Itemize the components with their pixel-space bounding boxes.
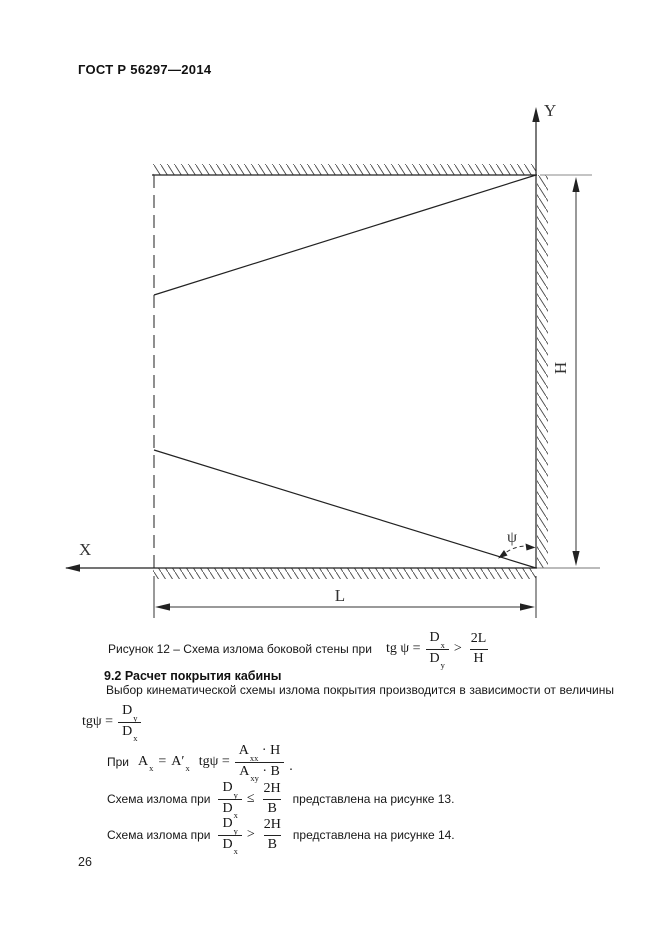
fraction-2h-b [260, 781, 285, 816]
fraction-2l-h [467, 631, 491, 666]
scheme-suffix: представлена на рисунке 13. [292, 792, 455, 806]
fraction-numerator: $D_y$ [222, 815, 238, 836]
right-wall-hatching [537, 175, 548, 568]
pri-formula [198, 742, 293, 784]
top-wall-hatching [153, 164, 536, 175]
scheme-13-line [107, 779, 455, 821]
x-axis-arrow [65, 564, 80, 572]
fraction-denominator: H [470, 649, 488, 667]
a-term: $A_x$ [138, 753, 154, 774]
psi-arrow-right [526, 544, 536, 551]
figure-caption-formula [385, 629, 490, 671]
scheme-suffix: представлена на рисунке 14. [292, 828, 455, 842]
fraction-numerator: 2L [470, 631, 487, 647]
relation-sign: > [246, 827, 255, 842]
fraction-numerator: $D_y$ [122, 702, 138, 723]
fraction-dy-dx [118, 702, 141, 744]
scheme-prefix: Схема излома при [107, 792, 211, 806]
section-paragraph: Выбор кинематической схемы излома покрытия производится в зависимости от величины [106, 683, 614, 697]
formula-pri-line [107, 741, 293, 783]
pri-condition [138, 753, 190, 774]
fold-line-upper [154, 175, 536, 295]
y-axis-arrow [532, 107, 539, 122]
h-dimension-arrow-bottom [572, 551, 579, 566]
fraction-numerator: 2H [263, 781, 281, 797]
figure-caption [108, 627, 490, 671]
formula-lhs: tgψ = [82, 714, 114, 729]
scheme-formula [218, 815, 284, 857]
scheme-14-line [107, 815, 455, 857]
page-number: 26 [78, 855, 92, 869]
fraction-numerator: $A_{xx} \cdot H$ [238, 742, 281, 763]
fraction-denominator: $A_{xy} \cdot B$ [235, 762, 284, 782]
a-prime-term: $A'_x$ [171, 753, 190, 774]
bottom-wall-hatching [153, 568, 536, 579]
formula-tg-psi [82, 701, 141, 743]
psi-angle-label: ψ [507, 529, 518, 546]
fraction-denominator: B [263, 799, 280, 817]
formula-lhs: tgψ = [198, 754, 230, 769]
fraction-numerator: $D_y$ [222, 779, 238, 800]
scheme-formula [218, 779, 284, 821]
fraction-denominator: $D_x$ [118, 722, 141, 742]
y-axis-label: Y [544, 101, 557, 120]
scheme-prefix: Схема излома при [107, 828, 211, 842]
fraction-2h-b [260, 817, 285, 852]
fraction-denominator: $D_x$ [218, 799, 241, 819]
relation-sign: ≤ [246, 791, 255, 806]
equals-sign: = [158, 753, 167, 769]
fraction-numerator: $D_x$ [429, 629, 445, 650]
h-dimension-arrow-top [572, 177, 579, 192]
fraction-numerator: 2H [263, 817, 281, 833]
fraction-denominator: $D_y$ [426, 649, 449, 669]
formula-lhs: tg ψ = [385, 641, 421, 656]
fold-line-lower [154, 450, 536, 568]
x-axis-label: X [79, 540, 92, 559]
fraction-dy-dx [218, 779, 241, 821]
fraction-denominator: $D_x$ [218, 835, 241, 855]
fraction-dx-dy [426, 629, 449, 671]
l-dimension-arrow-left [155, 603, 170, 610]
figure-caption-text: Рисунок 12 – Схема излома боковой стены при [108, 642, 372, 656]
relation-sign: > [453, 641, 462, 656]
document-header: ГОСТ Р 56297—2014 [78, 62, 212, 77]
fraction-dy-dx [218, 815, 241, 857]
l-dimension-label: L [334, 586, 346, 605]
l-dimension-arrow-right [520, 603, 535, 610]
pri-word: При [107, 755, 130, 769]
fraction-denominator: B [264, 835, 281, 853]
section-heading: 9.2 Расчет покрытия кабины [104, 669, 282, 683]
period: . [289, 759, 293, 775]
h-dimension-label: H [551, 361, 570, 375]
fraction-axx-axy [235, 742, 284, 784]
